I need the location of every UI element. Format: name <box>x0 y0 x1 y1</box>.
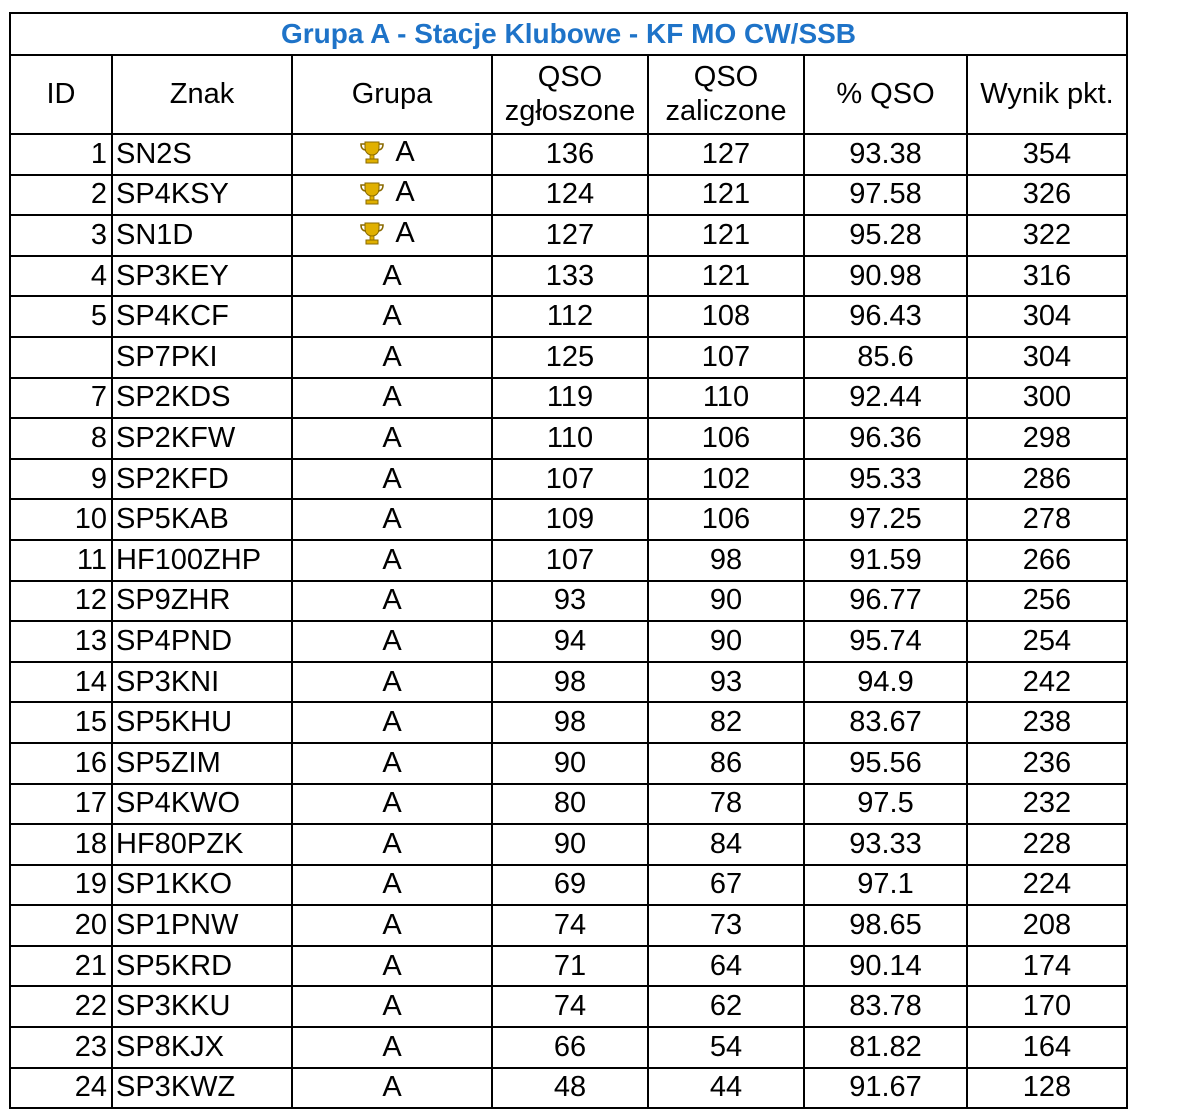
cell-wynik: 304 <box>967 337 1127 378</box>
cell-qso-zgloszone: 74 <box>492 986 648 1027</box>
cell-qso-zaliczone: 127 <box>648 134 804 175</box>
cell-znak: SP4KCF <box>112 296 292 337</box>
group-with-trophy <box>359 216 415 249</box>
cell-wynik: 236 <box>967 743 1127 784</box>
cell-znak: SP9ZHR <box>112 581 292 622</box>
cell-grupa <box>292 499 492 540</box>
cell-grupa <box>292 296 492 337</box>
cell-pct-qso: 90.14 <box>804 946 967 987</box>
cell-qso-zgloszone: 66 <box>492 1027 648 1068</box>
cell-qso-zaliczone: 102 <box>648 459 804 500</box>
cell-znak: SP2KFW <box>112 418 292 459</box>
cell-pct-qso: 92.44 <box>804 378 967 419</box>
table-row <box>10 337 1127 378</box>
cell-id: 10 <box>10 499 112 540</box>
cell-qso-zaliczone: 67 <box>648 865 804 906</box>
header-qso-zaliczone-line1: QSO <box>693 61 759 94</box>
cell-pct-qso: 93.33 <box>804 824 967 865</box>
cell-wynik: 278 <box>967 499 1127 540</box>
cell-qso-zgloszone: 125 <box>492 337 648 378</box>
cell-pct-qso: 98.65 <box>804 905 967 946</box>
table-row <box>10 702 1127 743</box>
cell-grupa <box>292 175 492 216</box>
cell-qso-zgloszone: 98 <box>492 702 648 743</box>
cell-znak: SP1KKO <box>112 865 292 906</box>
cell-qso-zgloszone: 124 <box>492 175 648 216</box>
table-row <box>10 418 1127 459</box>
cell-qso-zgloszone: 48 <box>492 1068 648 1109</box>
header-qso-zaliczone <box>648 55 804 134</box>
cell-grupa <box>292 1068 492 1109</box>
cell-znak: SP5ZIM <box>112 743 292 784</box>
cell-grupa <box>292 134 492 175</box>
cell-grupa-value: A <box>382 259 402 292</box>
cell-grupa-value: A <box>382 462 402 495</box>
header-id: ID <box>10 55 112 134</box>
cell-qso-zaliczone: 78 <box>648 784 804 825</box>
cell-id: 18 <box>10 824 112 865</box>
cell-id: 17 <box>10 784 112 825</box>
cell-id: 24 <box>10 1068 112 1109</box>
cell-qso-zgloszone: 110 <box>492 418 648 459</box>
cell-pct-qso: 93.38 <box>804 134 967 175</box>
table-row <box>10 134 1127 175</box>
cell-qso-zaliczone: 44 <box>648 1068 804 1109</box>
cell-grupa-value: A <box>382 990 402 1023</box>
cell-pct-qso: 91.67 <box>804 1068 967 1109</box>
cell-qso-zgloszone: 136 <box>492 134 648 175</box>
cell-grupa-value: A <box>382 584 402 617</box>
cell-grupa <box>292 865 492 906</box>
table-row <box>10 986 1127 1027</box>
cell-qso-zaliczone: 73 <box>648 905 804 946</box>
cell-id: 8 <box>10 418 112 459</box>
cell-pct-qso: 81.82 <box>804 1027 967 1068</box>
cell-znak: SN1D <box>112 215 292 256</box>
cell-znak: SP2KFD <box>112 459 292 500</box>
cell-qso-zgloszone: 107 <box>492 459 648 500</box>
cell-grupa-value: A <box>382 827 402 860</box>
cell-wynik: 256 <box>967 581 1127 622</box>
cell-qso-zgloszone: 93 <box>492 581 648 622</box>
table-row <box>10 743 1127 784</box>
cell-grupa <box>292 824 492 865</box>
table-row <box>10 905 1127 946</box>
cell-qso-zgloszone: 112 <box>492 296 648 337</box>
cell-pct-qso: 95.56 <box>804 743 967 784</box>
header-qso-zgloszone-line1: QSO <box>537 61 603 94</box>
cell-znak: SP2KDS <box>112 378 292 419</box>
cell-qso-zaliczone: 106 <box>648 499 804 540</box>
cell-id: 21 <box>10 946 112 987</box>
cell-id: 4 <box>10 256 112 297</box>
cell-wynik: 298 <box>967 418 1127 459</box>
header-qso-zgloszone-line2: zgłoszone <box>504 94 636 127</box>
cell-qso-zaliczone: 121 <box>648 215 804 256</box>
cell-znak: SP3KKU <box>112 986 292 1027</box>
cell-grupa-value: A <box>382 543 402 576</box>
cell-grupa <box>292 702 492 743</box>
table-row <box>10 581 1127 622</box>
cell-grupa-value: A <box>395 135 415 168</box>
cell-grupa <box>292 337 492 378</box>
table-row <box>10 296 1127 337</box>
cell-pct-qso: 97.5 <box>804 784 967 825</box>
cell-grupa-value: A <box>382 421 402 454</box>
cell-id: 22 <box>10 986 112 1027</box>
cell-znak: SP7PKI <box>112 337 292 378</box>
trophy-icon <box>359 139 385 165</box>
header-qso-zgloszone <box>492 55 648 134</box>
cell-pct-qso: 97.25 <box>804 499 967 540</box>
table-title: Grupa A - Stacje Klubowe - KF MO CW/SSB <box>10 13 1127 55</box>
cell-wynik: 300 <box>967 378 1127 419</box>
cell-qso-zgloszone: 74 <box>492 905 648 946</box>
cell-id: 11 <box>10 540 112 581</box>
cell-grupa-value: A <box>382 787 402 820</box>
cell-qso-zgloszone: 80 <box>492 784 648 825</box>
cell-grupa <box>292 784 492 825</box>
cell-id: 23 <box>10 1027 112 1068</box>
cell-id: 3 <box>10 215 112 256</box>
cell-znak: SP5KHU <box>112 702 292 743</box>
cell-grupa-value: A <box>382 624 402 657</box>
cell-pct-qso: 94.9 <box>804 662 967 703</box>
cell-qso-zgloszone: 109 <box>492 499 648 540</box>
cell-qso-zgloszone: 69 <box>492 865 648 906</box>
cell-znak: SP3KWZ <box>112 1068 292 1109</box>
cell-id: 9 <box>10 459 112 500</box>
cell-qso-zgloszone: 119 <box>492 378 648 419</box>
cell-pct-qso: 83.78 <box>804 986 967 1027</box>
header-wynik: Wynik pkt. <box>967 55 1127 134</box>
cell-grupa <box>292 459 492 500</box>
cell-grupa-value: A <box>382 1071 402 1104</box>
table-row <box>10 215 1127 256</box>
table-row <box>10 1068 1127 1109</box>
cell-grupa-value: A <box>382 949 402 982</box>
table-row <box>10 378 1127 419</box>
cell-qso-zaliczone: 90 <box>648 581 804 622</box>
cell-qso-zaliczone: 106 <box>648 418 804 459</box>
header-znak: Znak <box>112 55 292 134</box>
cell-grupa-value: A <box>382 909 402 942</box>
cell-id: 20 <box>10 905 112 946</box>
cell-qso-zgloszone: 133 <box>492 256 648 297</box>
cell-qso-zgloszone: 71 <box>492 946 648 987</box>
cell-znak: SP3KEY <box>112 256 292 297</box>
cell-wynik: 266 <box>967 540 1127 581</box>
cell-id: 14 <box>10 662 112 703</box>
cell-pct-qso: 91.59 <box>804 540 967 581</box>
table-row <box>10 946 1127 987</box>
table-body <box>10 134 1127 1108</box>
cell-grupa-value: A <box>382 300 402 333</box>
cell-id: 7 <box>10 378 112 419</box>
cell-pct-qso: 96.77 <box>804 581 967 622</box>
cell-wynik: 322 <box>967 215 1127 256</box>
table-row <box>10 256 1127 297</box>
cell-wynik: 354 <box>967 134 1127 175</box>
trophy-icon <box>359 220 385 246</box>
cell-grupa <box>292 621 492 662</box>
cell-wynik: 170 <box>967 986 1127 1027</box>
cell-id: 13 <box>10 621 112 662</box>
cell-pct-qso: 96.36 <box>804 418 967 459</box>
cell-id: 1 <box>10 134 112 175</box>
cell-grupa <box>292 743 492 784</box>
cell-qso-zaliczone: 98 <box>648 540 804 581</box>
cell-id: 15 <box>10 702 112 743</box>
cell-qso-zaliczone: 110 <box>648 378 804 419</box>
table-row <box>10 865 1127 906</box>
cell-qso-zaliczone: 90 <box>648 621 804 662</box>
cell-qso-zgloszone: 90 <box>492 824 648 865</box>
cell-grupa <box>292 662 492 703</box>
cell-znak: SP5KRD <box>112 946 292 987</box>
cell-wynik: 316 <box>967 256 1127 297</box>
cell-znak: SP1PNW <box>112 905 292 946</box>
cell-grupa <box>292 418 492 459</box>
cell-pct-qso: 95.33 <box>804 459 967 500</box>
header-qso-zaliczone-line2: zaliczone <box>665 94 787 127</box>
cell-grupa-value: A <box>382 868 402 901</box>
cell-wynik: 128 <box>967 1068 1127 1109</box>
cell-wynik: 254 <box>967 621 1127 662</box>
cell-grupa-value: A <box>395 216 415 249</box>
cell-qso-zgloszone: 94 <box>492 621 648 662</box>
cell-znak: SP5KAB <box>112 499 292 540</box>
cell-znak: HF80PZK <box>112 824 292 865</box>
table-row <box>10 540 1127 581</box>
cell-grupa <box>292 215 492 256</box>
cell-grupa-value: A <box>382 1030 402 1063</box>
cell-id: 19 <box>10 865 112 906</box>
cell-pct-qso: 97.1 <box>804 865 967 906</box>
header-pct-qso: % QSO <box>804 55 967 134</box>
cell-pct-qso: 96.43 <box>804 296 967 337</box>
cell-znak: SP4KSY <box>112 175 292 216</box>
group-with-trophy <box>359 135 415 168</box>
cell-grupa <box>292 1027 492 1068</box>
cell-qso-zaliczone: 121 <box>648 256 804 297</box>
cell-qso-zaliczone: 54 <box>648 1027 804 1068</box>
trophy-icon <box>359 180 385 206</box>
cell-grupa-value: A <box>382 381 402 414</box>
cell-pct-qso: 83.67 <box>804 702 967 743</box>
cell-pct-qso: 85.6 <box>804 337 967 378</box>
cell-wynik: 242 <box>967 662 1127 703</box>
cell-grupa-value: A <box>382 746 402 779</box>
table-row <box>10 459 1127 500</box>
cell-znak: SN2S <box>112 134 292 175</box>
group-with-trophy <box>359 178 414 207</box>
cell-znak: HF100ZHP <box>112 540 292 581</box>
cell-pct-qso: 90.98 <box>804 256 967 297</box>
cell-pct-qso: 95.74 <box>804 621 967 662</box>
cell-qso-zaliczone: 82 <box>648 702 804 743</box>
cell-grupa-value: A <box>382 340 402 373</box>
cell-wynik: 286 <box>967 459 1127 500</box>
cell-qso-zaliczone: 107 <box>648 337 804 378</box>
cell-qso-zaliczone: 64 <box>648 946 804 987</box>
cell-qso-zgloszone: 90 <box>492 743 648 784</box>
cell-qso-zgloszone: 98 <box>492 662 648 703</box>
table-row <box>10 175 1127 216</box>
cell-grupa <box>292 905 492 946</box>
table-row <box>10 499 1127 540</box>
cell-grupa <box>292 256 492 297</box>
cell-wynik: 238 <box>967 702 1127 743</box>
cell-wynik: 326 <box>967 175 1127 216</box>
table-row <box>10 662 1127 703</box>
header-grupa: Grupa <box>292 55 492 134</box>
cell-grupa-value: A <box>382 665 402 698</box>
cell-qso-zaliczone: 84 <box>648 824 804 865</box>
cell-qso-zgloszone: 127 <box>492 215 648 256</box>
cell-qso-zaliczone: 62 <box>648 986 804 1027</box>
cell-qso-zgloszone: 107 <box>492 540 648 581</box>
table-row <box>10 1027 1127 1068</box>
cell-grupa <box>292 378 492 419</box>
cell-wynik: 174 <box>967 946 1127 987</box>
cell-grupa <box>292 986 492 1027</box>
cell-id: 16 <box>10 743 112 784</box>
cell-grupa <box>292 540 492 581</box>
cell-znak: SP4PND <box>112 621 292 662</box>
cell-wynik: 208 <box>967 905 1127 946</box>
table-row <box>10 784 1127 825</box>
cell-znak: SP4KWO <box>112 784 292 825</box>
cell-pct-qso: 97.58 <box>804 175 967 216</box>
cell-grupa-value: A <box>382 503 402 536</box>
cell-qso-zaliczone: 108 <box>648 296 804 337</box>
table-row <box>10 621 1127 662</box>
cell-znak: SP3KNI <box>112 662 292 703</box>
cell-znak: SP8KJX <box>112 1027 292 1068</box>
cell-id: 2 <box>10 175 112 216</box>
cell-grupa-value: A <box>382 706 402 739</box>
table-row <box>10 824 1127 865</box>
cell-id: 5 <box>10 296 112 337</box>
results-table <box>9 12 1128 1109</box>
cell-wynik: 232 <box>967 784 1127 825</box>
cell-grupa <box>292 581 492 622</box>
cell-id <box>10 337 112 378</box>
cell-id: 12 <box>10 581 112 622</box>
cell-pct-qso: 95.28 <box>804 215 967 256</box>
cell-grupa <box>292 946 492 987</box>
cell-qso-zaliczone: 121 <box>648 175 804 216</box>
cell-grupa-value: A <box>395 176 415 209</box>
cell-qso-zaliczone: 93 <box>648 662 804 703</box>
cell-wynik: 304 <box>967 296 1127 337</box>
cell-wynik: 224 <box>967 865 1127 906</box>
cell-wynik: 228 <box>967 824 1127 865</box>
cell-wynik: 164 <box>967 1027 1127 1068</box>
cell-qso-zaliczone: 86 <box>648 743 804 784</box>
